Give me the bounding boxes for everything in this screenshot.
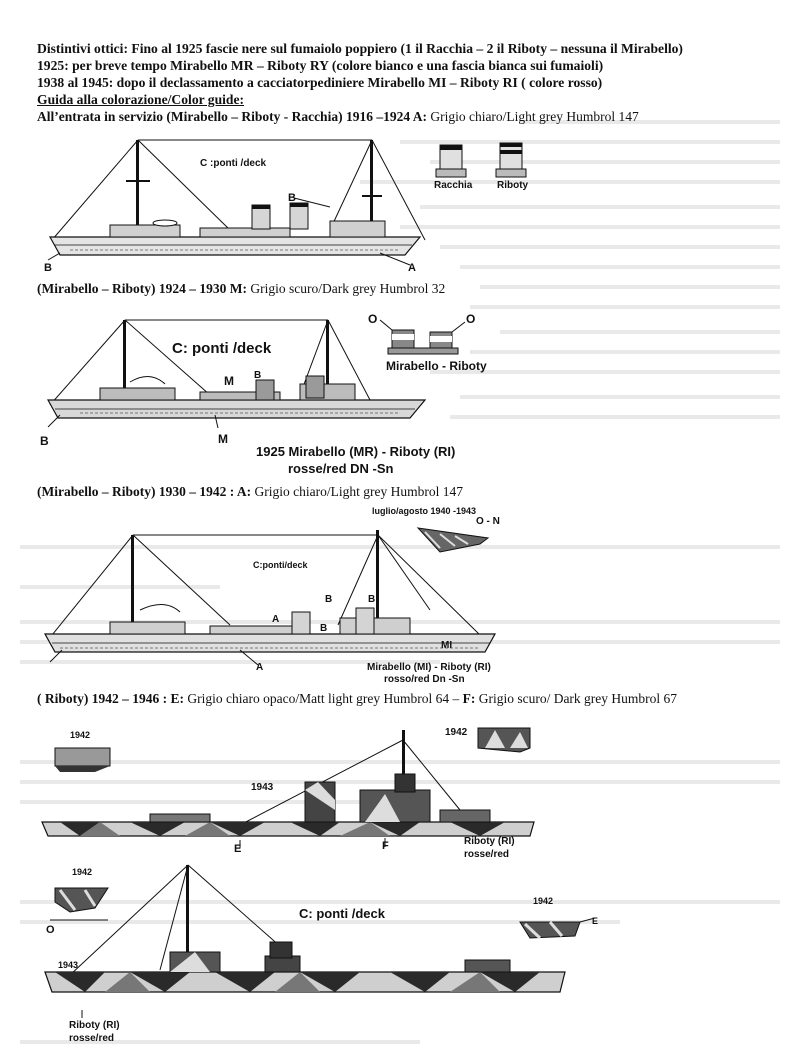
ship-drawing-1930 <box>0 500 800 685</box>
s2-o2-label: O <box>466 312 476 326</box>
ship-drawing-1924 <box>0 300 800 450</box>
s4-rosse-1: rosse/red <box>464 849 510 860</box>
ship-drawing-1942-1943-b <box>0 860 800 1061</box>
s2-deck-label: C: ponti /deck <box>172 340 272 357</box>
section-1-desc: Grigio chiaro/Light grey Humbrol 147 <box>426 109 639 124</box>
s1-riboty-label: Riboty <box>497 180 529 191</box>
s1-a-label: A <box>408 262 416 274</box>
section-4-bold-f: F: <box>462 691 476 706</box>
s3-caption-2: rosso/red Dn -Sn <box>384 674 465 685</box>
s4-e2-label: E <box>592 916 599 926</box>
header-block <box>37 40 797 108</box>
s1-b-top-label: B <box>288 192 296 204</box>
header-line-3: 1938 al 1945: dopo il declassamento a cacciatorpediniere Mirabello MI – Riboty RI ( colore rosso) <box>37 75 603 90</box>
s2-mirabello-riboty-label: Mirabello - Riboty <box>386 359 487 373</box>
s2-caption-1: 1925 Mirabello (MR) - Riboty (RI) <box>256 444 456 459</box>
s4-riboty-ri-1: Riboty (RI) <box>464 836 515 847</box>
s3-b3-label: B <box>320 623 328 634</box>
s4-1943b-label: 1943 <box>58 960 79 970</box>
s4-e-label: E <box>234 843 242 855</box>
s4-deck-label: C: ponti /deck <box>299 906 385 921</box>
section-4-desc: Grigio chiaro opaco/Matt light grey Humbrol 64 – <box>184 691 463 706</box>
s4-o-label: O <box>46 924 55 936</box>
section-title-1942-1946 <box>37 690 677 707</box>
s3-deck-label: C:ponti/deck <box>253 560 308 570</box>
s2-o1-label: O <box>368 312 378 326</box>
s3-on-label: O - N <box>476 516 500 527</box>
s3-luglio-label: luglio/agosto 1940 -1943 <box>372 506 477 516</box>
s1-racchia-label: Racchia <box>434 180 473 191</box>
s4-1942a-label: 1942 <box>70 730 91 740</box>
s4-1942b-label: 1942 <box>445 727 468 738</box>
s4-riboty-ri-2: Riboty (RI) <box>69 1020 120 1031</box>
s2-b-label: B <box>254 370 262 381</box>
section-4-bold: ( Riboty) 1942 – 1946 : E: <box>37 691 184 706</box>
section-2-bold: (Mirabello – Riboty) 1924 – 1930 M: <box>37 281 247 296</box>
s2-m-top-label: M <box>224 374 234 388</box>
s4-1942c-label: 1942 <box>72 867 93 877</box>
section-3-bold: (Mirabello – Riboty) 1930 – 1942 : A: <box>37 484 252 499</box>
s4-1942d-label: 1942 <box>533 896 554 906</box>
s2-caption-2: rosse/red DN -Sn <box>288 461 394 476</box>
s4-rosse-2: rosse/red <box>69 1033 115 1044</box>
s3-caption-1: Mirabello (MI) - Riboty (RI) <box>367 662 491 673</box>
s1-deck-label: C :ponti /deck <box>200 158 267 169</box>
section-2-desc: Grigio scuro/Dark grey Humbrol 32 <box>246 281 446 296</box>
s3-a2-label: A <box>256 662 264 673</box>
s3-b1-label: B <box>325 594 333 605</box>
s2-b-bottom-label: B <box>40 434 49 448</box>
s1-b-bottom-label: B <box>44 262 52 274</box>
section-title-1916-1924 <box>37 108 639 125</box>
s3-a1-label: A <box>272 614 280 625</box>
section-title-1930-1942 <box>37 483 463 500</box>
section-3-desc: Grigio chiaro/Light grey Humbrol 147 <box>251 484 463 499</box>
s4-1943a-label: 1943 <box>251 782 274 793</box>
s2-m-bottom-label: M <box>218 432 228 446</box>
header-line-2: 1925: per breve tempo Mirabello MR – Riboty RY (colore bianco e una fascia bianca sui fumaioli) <box>37 58 604 73</box>
header-line-1: Distintivi ottici: Fino al 1925 fascie nere sul fumaiolo poppiero (1 il Racchia – 2 il Riboty – nessuna il Mirabello) <box>37 41 683 56</box>
ship-drawing-1942-1943-a <box>0 710 800 860</box>
s3-mi-label: MI <box>441 640 453 651</box>
header-color-guide-title: Guida alla colorazione/Color guide: <box>37 92 245 107</box>
section-4-desc-f: Grigio scuro/ Dark grey Humbrol 67 <box>475 691 678 706</box>
s3-b2-label: B <box>368 594 376 605</box>
section-1-bold: All’entrata in servizio (Mirabello – Riboty - Racchia) 1916 –1924 A: <box>37 109 427 124</box>
ship-drawing-1916 <box>0 125 800 285</box>
s4-f-label: F <box>382 840 389 852</box>
